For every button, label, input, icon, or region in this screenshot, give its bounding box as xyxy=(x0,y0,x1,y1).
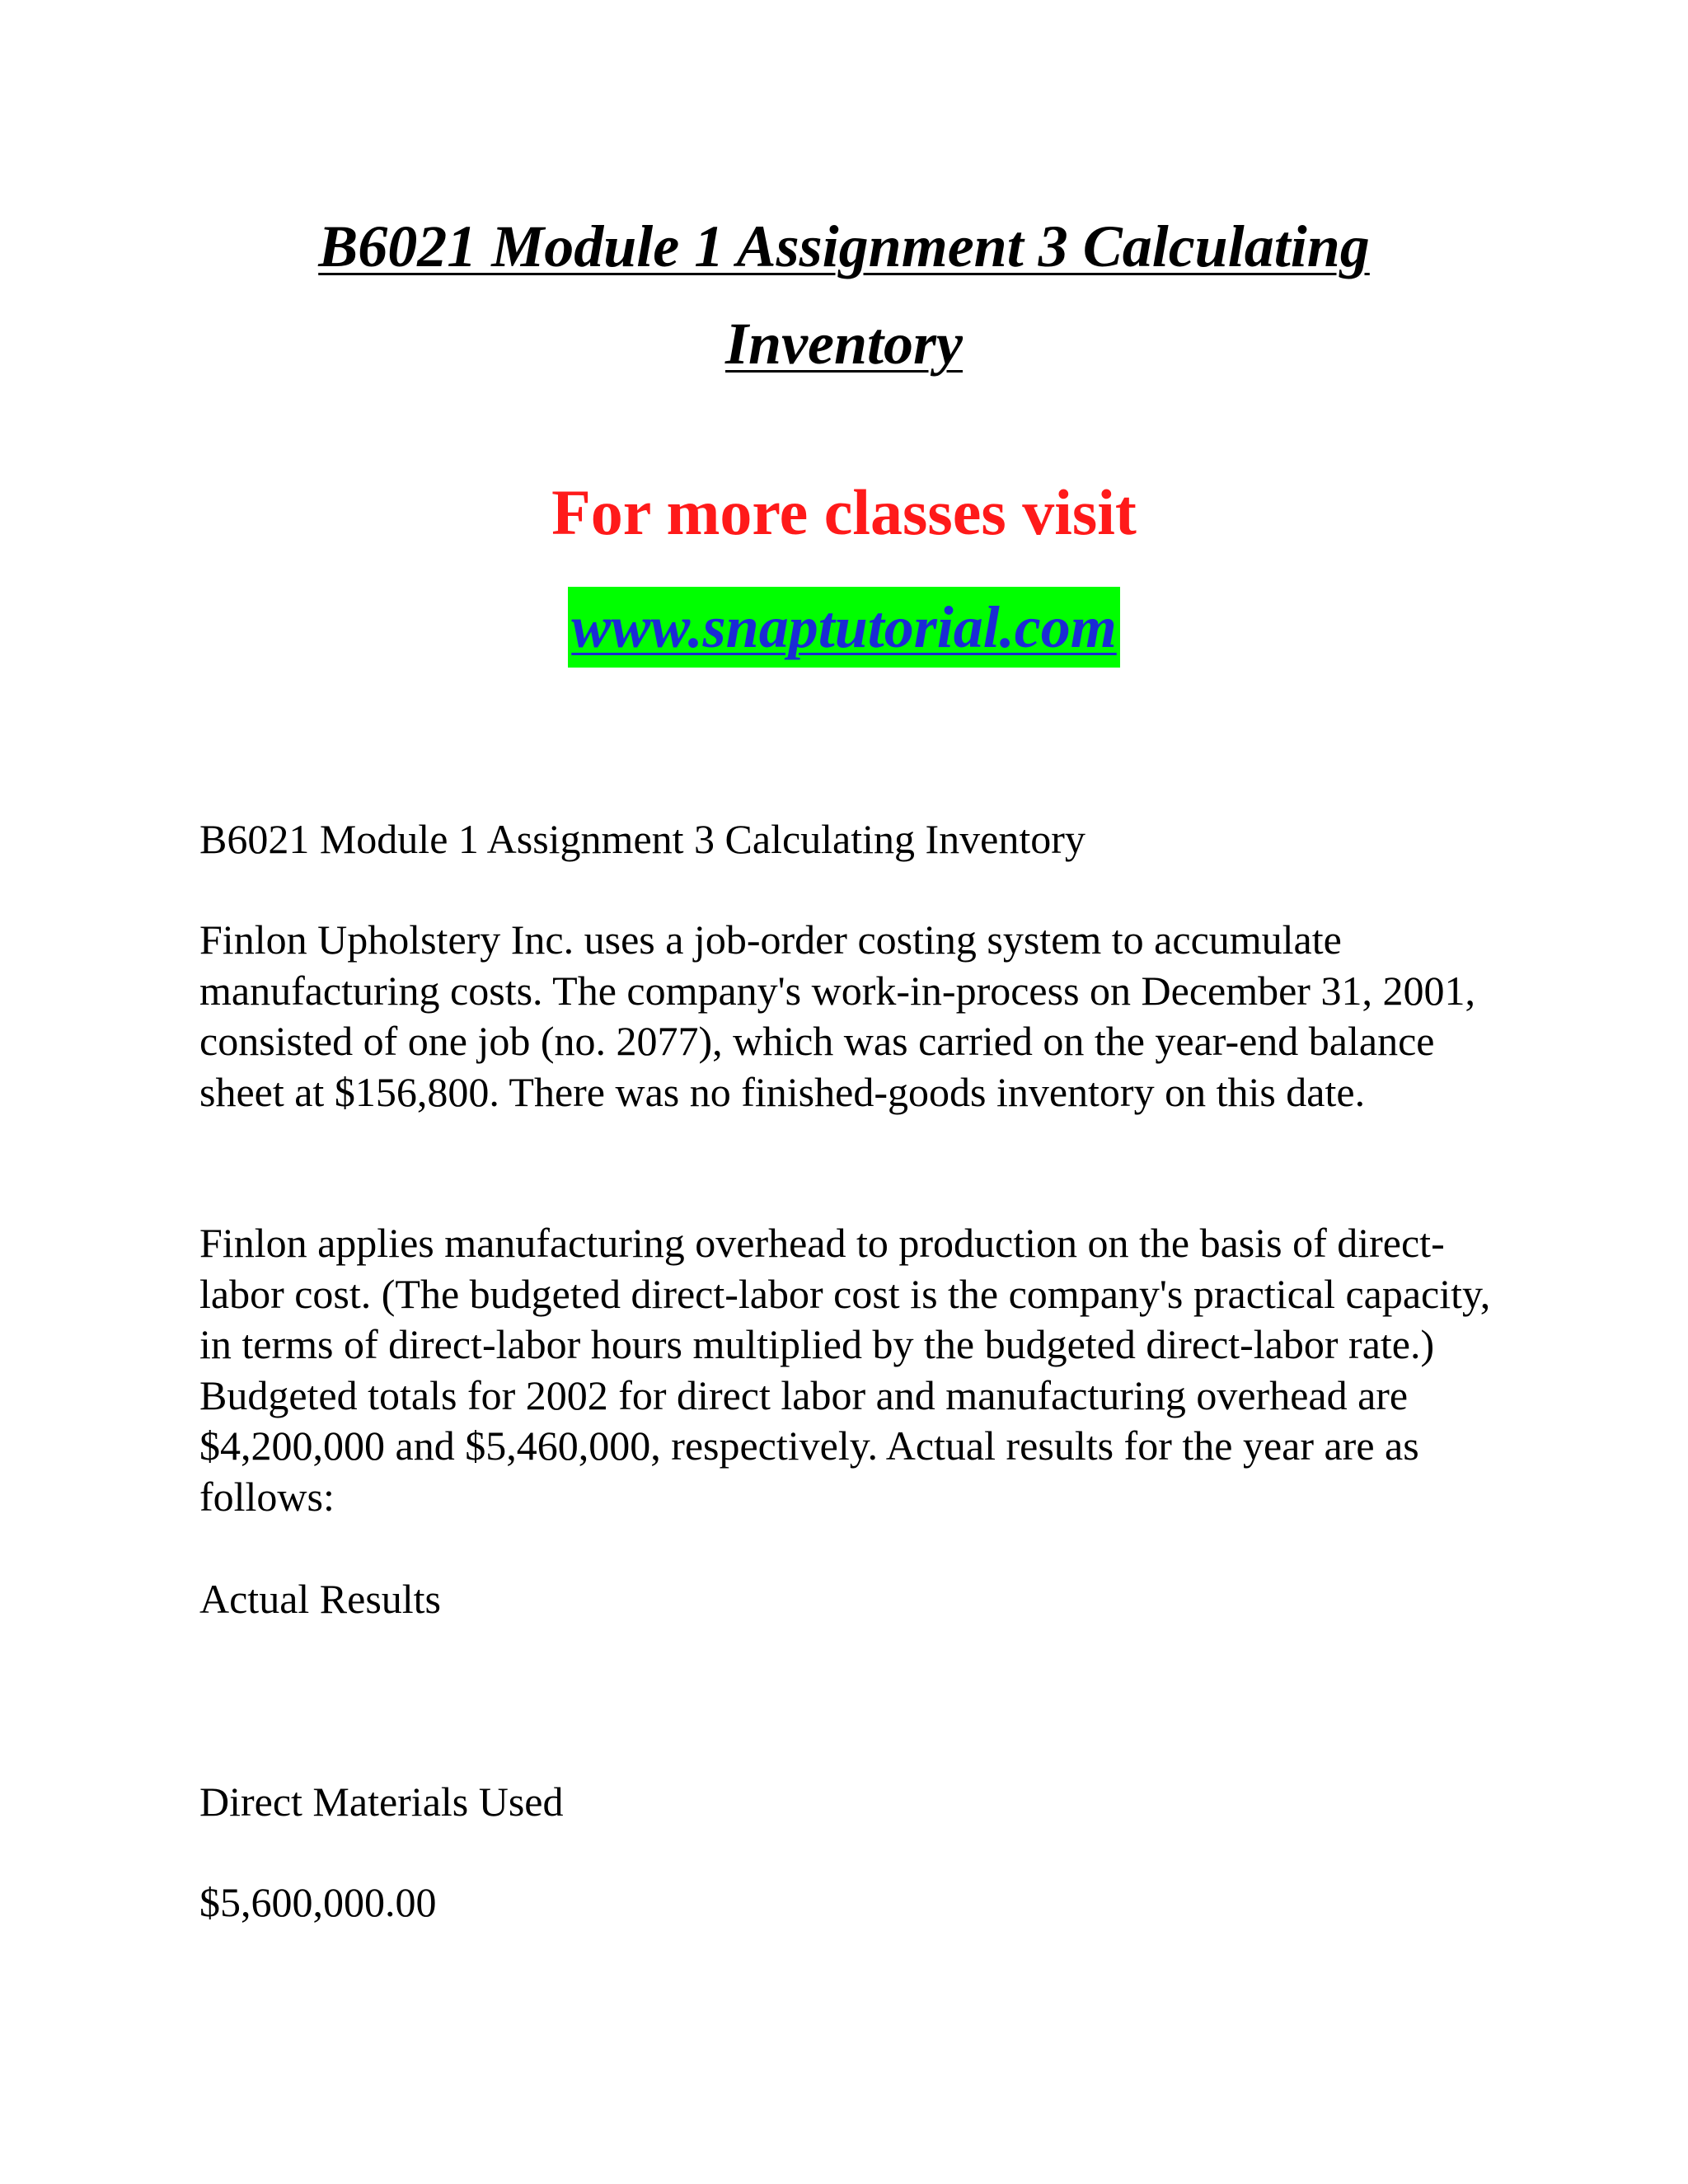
snaptutorial-link[interactable]: www.snaptutorial.com xyxy=(568,587,1120,668)
direct-materials-value: $5,600,000.00 xyxy=(199,1879,437,1925)
actual-results-label: Actual Results xyxy=(199,1576,442,1622)
direct-materials-label: Direct Materials Used xyxy=(199,1779,564,1825)
promo-link-container xyxy=(0,587,1688,668)
paragraph-overhead: Finlon applies manufacturing overhead to production on the basis of direct-labor cost. (The budgeted direct-labor cost is the company's practical capacity, in terms of direct-labor hours multiplied by the budgeted direct-labor rate.) Budgeted totals for 2002 for direct labor and manufacturing overhead are $4,200,000 and $5,460,000, respectively. Actual results for the year are as follows: xyxy=(199,1220,1491,1520)
assignment-heading: B6021 Module 1 Assignment 3 Calculating Inventory xyxy=(199,816,1085,862)
title-line-1: B6021 Module 1 Assignment 3 Calculating xyxy=(318,213,1370,279)
paragraph-job-order-costing: Finlon Upholstery Inc. uses a job-order costing system to accumulate manufacturing costs. The company's work-in-process on December 31, 2001, consisted of one job (no. 2077), which was carried on the year-end balance sheet at $156,800. There was no finished-goods inventory on this date. xyxy=(199,916,1475,1115)
title-line-2: Inventory xyxy=(725,311,963,377)
document-title xyxy=(0,198,1688,392)
promo-text: For more classes visit xyxy=(551,476,1137,548)
